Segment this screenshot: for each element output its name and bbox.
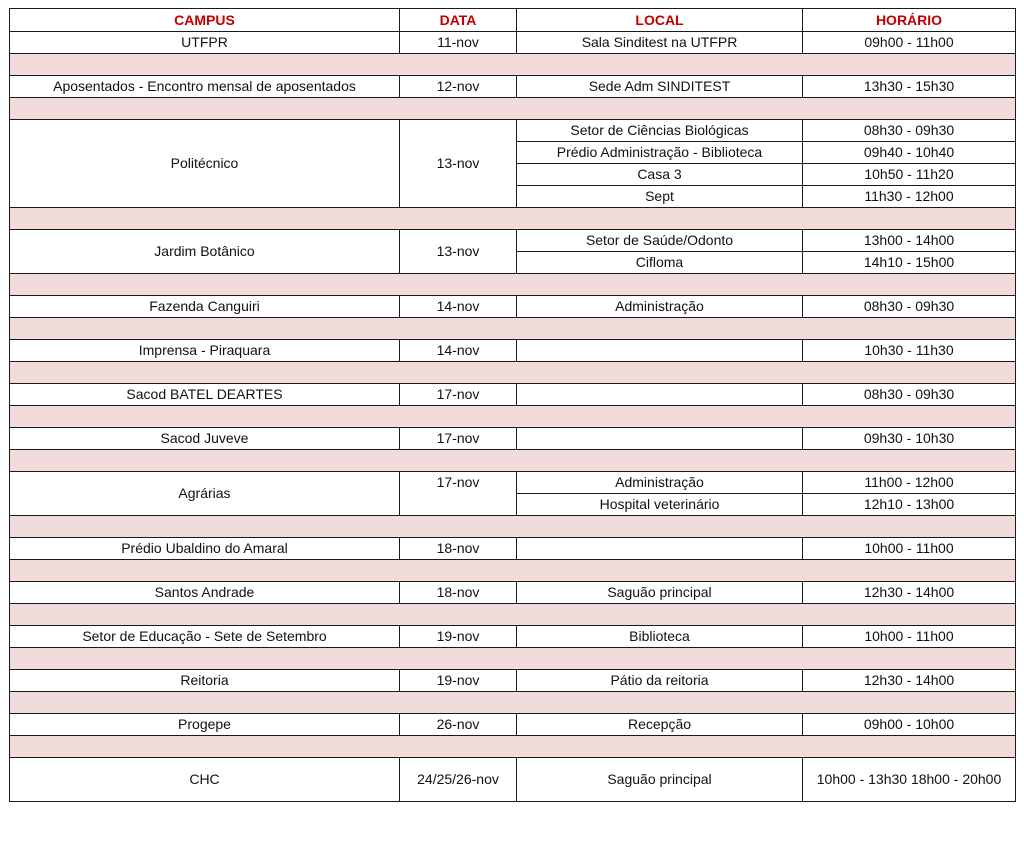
- local-cell: Recepção: [517, 714, 803, 736]
- separator-row: [10, 406, 1016, 428]
- separator-row: [10, 450, 1016, 472]
- separator-cell: [10, 516, 1016, 538]
- schedule-table: [9, 8, 1016, 802]
- campus-cell: Agrárias: [10, 472, 400, 516]
- date-cell: 13-nov: [400, 230, 517, 274]
- separator-row: [10, 98, 1016, 120]
- table-row: [10, 384, 1016, 406]
- date-cell: 17-nov: [400, 472, 517, 516]
- horario-cell: 10h00 - 11h00: [803, 626, 1016, 648]
- horario-cell: 11h00 - 12h00: [803, 472, 1016, 494]
- campus-cell: Fazenda Canguiri: [10, 296, 400, 318]
- table-row: [10, 76, 1016, 98]
- local-cell: Setor de Saúde/Odonto: [517, 230, 803, 252]
- date-cell: 12-nov: [400, 76, 517, 98]
- local-cell: Hospital veterinário: [517, 494, 803, 516]
- horario-cell: 12h30 - 14h00: [803, 582, 1016, 604]
- horario-cell: 10h50 - 11h20: [803, 164, 1016, 186]
- horario-cell: 12h30 - 14h00: [803, 670, 1016, 692]
- horario-cell: 13h30 - 15h30: [803, 76, 1016, 98]
- campus-cell: Reitoria: [10, 670, 400, 692]
- horario-cell: 09h30 - 10h30: [803, 428, 1016, 450]
- separator-cell: [10, 692, 1016, 714]
- campus-cell: Politécnico: [10, 120, 400, 208]
- date-cell: 13-nov: [400, 120, 517, 208]
- separator-row: [10, 692, 1016, 714]
- local-cell: Cifloma: [517, 252, 803, 274]
- campus-cell: UTFPR: [10, 32, 400, 54]
- table-row: [10, 472, 1016, 494]
- header-campus: CAMPUS: [10, 9, 400, 32]
- date-cell: 11-nov: [400, 32, 517, 54]
- local-cell: Sede Adm SINDITEST: [517, 76, 803, 98]
- local-cell: [517, 384, 803, 406]
- separator-cell: [10, 604, 1016, 626]
- horario-cell: 11h30 - 12h00: [803, 186, 1016, 208]
- horario-cell: 08h30 - 09h30: [803, 384, 1016, 406]
- table-body: [10, 32, 1016, 802]
- date-cell: 26-nov: [400, 714, 517, 736]
- horario-cell: 09h00 - 11h00: [803, 32, 1016, 54]
- header-row: [10, 9, 1016, 32]
- table-row: [10, 538, 1016, 560]
- date-cell: 14-nov: [400, 296, 517, 318]
- table-row: [10, 758, 1016, 802]
- local-cell: Sala Sinditest na UTFPR: [517, 32, 803, 54]
- local-cell: Sept: [517, 186, 803, 208]
- campus-cell: Jardim Botânico: [10, 230, 400, 274]
- date-cell: 17-nov: [400, 428, 517, 450]
- table-row: [10, 120, 1016, 142]
- date-cell: 19-nov: [400, 670, 517, 692]
- campus-cell: Sacod BATEL DEARTES: [10, 384, 400, 406]
- separator-cell: [10, 736, 1016, 758]
- table-row: [10, 340, 1016, 362]
- header-local: LOCAL: [517, 9, 803, 32]
- date-cell: 14-nov: [400, 340, 517, 362]
- table-row: [10, 32, 1016, 54]
- horario-cell: 10h00 - 11h00: [803, 538, 1016, 560]
- separator-cell: [10, 560, 1016, 582]
- local-cell: Saguão principal: [517, 758, 803, 802]
- campus-cell: CHC: [10, 758, 400, 802]
- campus-cell: Setor de Educação - Sete de Setembro: [10, 626, 400, 648]
- separator-row: [10, 54, 1016, 76]
- campus-cell: Santos Andrade: [10, 582, 400, 604]
- local-cell: [517, 538, 803, 560]
- separator-cell: [10, 274, 1016, 296]
- horario-cell: 13h00 - 14h00: [803, 230, 1016, 252]
- table-row: [10, 626, 1016, 648]
- separator-cell: [10, 98, 1016, 120]
- separator-row: [10, 736, 1016, 758]
- campus-cell: Imprensa - Piraquara: [10, 340, 400, 362]
- table-row: [10, 714, 1016, 736]
- separator-cell: [10, 450, 1016, 472]
- date-cell: 17-nov: [400, 384, 517, 406]
- date-cell: 19-nov: [400, 626, 517, 648]
- separator-cell: [10, 648, 1016, 670]
- local-cell: Casa 3: [517, 164, 803, 186]
- local-cell: Prédio Administração - Biblioteca: [517, 142, 803, 164]
- table-row: [10, 670, 1016, 692]
- horario-cell: 10h30 - 11h30: [803, 340, 1016, 362]
- horario-cell: 14h10 - 15h00: [803, 252, 1016, 274]
- local-cell: Biblioteca: [517, 626, 803, 648]
- separator-row: [10, 208, 1016, 230]
- separator-cell: [10, 208, 1016, 230]
- campus-cell: Progepe: [10, 714, 400, 736]
- separator-row: [10, 318, 1016, 340]
- separator-row: [10, 604, 1016, 626]
- header-horario: HORÁRIO: [803, 9, 1016, 32]
- horario-cell: 09h00 - 10h00: [803, 714, 1016, 736]
- local-cell: Saguão principal: [517, 582, 803, 604]
- local-cell: Administração: [517, 472, 803, 494]
- horario-cell: 10h00 - 13h30 18h00 - 20h00: [803, 758, 1016, 802]
- date-cell: 18-nov: [400, 582, 517, 604]
- table-row: [10, 296, 1016, 318]
- table-header: [10, 9, 1016, 32]
- date-cell: 24/25/26-nov: [400, 758, 517, 802]
- local-cell: Administração: [517, 296, 803, 318]
- separator-cell: [10, 406, 1016, 428]
- horario-cell: 08h30 - 09h30: [803, 296, 1016, 318]
- table-row: [10, 428, 1016, 450]
- table-row: [10, 230, 1016, 252]
- separator-cell: [10, 318, 1016, 340]
- separator-cell: [10, 54, 1016, 76]
- separator-row: [10, 362, 1016, 384]
- campus-cell: Prédio Ubaldino do Amaral: [10, 538, 400, 560]
- separator-cell: [10, 362, 1016, 384]
- local-cell: Pátio da reitoria: [517, 670, 803, 692]
- local-cell: [517, 340, 803, 362]
- horario-cell: 08h30 - 09h30: [803, 120, 1016, 142]
- header-data: DATA: [400, 9, 517, 32]
- table-row: [10, 582, 1016, 604]
- campus-cell: Sacod Juveve: [10, 428, 400, 450]
- horario-cell: 09h40 - 10h40: [803, 142, 1016, 164]
- horario-cell: 12h10 - 13h00: [803, 494, 1016, 516]
- local-cell: [517, 428, 803, 450]
- campus-cell: Aposentados - Encontro mensal de aposentados: [10, 76, 400, 98]
- local-cell: Setor de Ciências Biológicas: [517, 120, 803, 142]
- separator-row: [10, 648, 1016, 670]
- separator-row: [10, 516, 1016, 538]
- separator-row: [10, 274, 1016, 296]
- separator-row: [10, 560, 1016, 582]
- date-cell: 18-nov: [400, 538, 517, 560]
